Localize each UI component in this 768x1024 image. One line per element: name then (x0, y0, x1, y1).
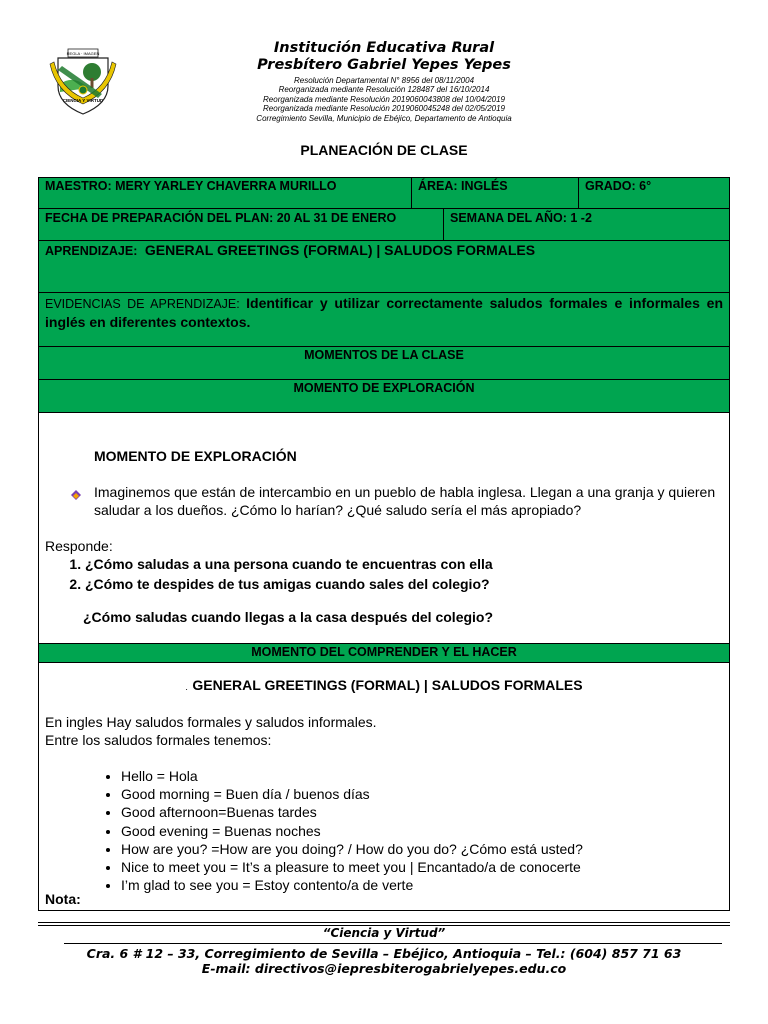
grado-cell: GRADO: 6° (585, 179, 652, 193)
greeting-item: • Good morning = Buen día / buenos días (121, 785, 583, 803)
row-aprendizaje (39, 241, 729, 293)
greeting-item: • How are you? =How are you doing? / How do you do? ¿Cómo está usted? (121, 840, 583, 858)
footer-address: Cra. 6 # 12 – 33, Corregimiento de Sevilla – Ebéjico, Antioquia – Tel.: (604) 857 71 63 (86, 946, 682, 961)
intro-line-1: En ingles Hay saludos formales y saludos informales. (45, 714, 377, 730)
exploracion-title: MOMENTO DE EXPLORACIÓN (94, 448, 297, 464)
aprendizaje-value: GENERAL GREETINGS (FORMAL) | SALUDOS FORMALES (144, 242, 536, 258)
greeting-item: • Nice to meet you = It’s a pleasure to meet you | Encantado/a de conocerte (121, 858, 583, 876)
semana-cell: SEMANA DEL AÑO: 1 -2 (450, 211, 592, 225)
greetings-list (41, 767, 583, 894)
row-dates (39, 209, 729, 241)
question-item: 2. ¿Cómo te despides de tus amigas cuando sales del colegio? (85, 574, 493, 594)
svg-text:CIENCIA Y VIRTUD: CIENCIA Y VIRTUD (62, 98, 104, 103)
responde-label: Responde: (45, 538, 113, 554)
document-title: PLANEACIÓN DE CLASE (300, 142, 468, 158)
extra-question: ¿Cómo saludas cuando llegas a la casa después del colegio? (83, 609, 494, 625)
diamond-bullet-icon (71, 490, 81, 500)
greeting-item: • Good evening = Buenas noches (121, 822, 583, 840)
intro-line-2: Entre los saludos formales tenemos: (45, 732, 272, 748)
evidencias-label: EVIDENCIAS DE APRENDIZAJE (45, 297, 237, 311)
exploracion-section (39, 413, 729, 644)
resolution-line: Resolución Departamental N° 8956 del 08/11/2004 (293, 76, 475, 85)
greeting-item: • I’m glad to see you = Estoy contento/a de verte (121, 876, 583, 894)
class-plan-table (38, 177, 730, 911)
maestro-cell: MAESTRO: MERY YARLEY CHAVERRA MURILLO (39, 178, 412, 208)
location-line: Corregimiento Sevilla, Municipio de Ebéjico, Departamento de Antioquia (256, 113, 512, 123)
greeting-item: • Hello = Hola (121, 767, 583, 785)
footer-divider (64, 943, 722, 944)
row-teacher (39, 178, 729, 209)
institution-name-line2: Presbítero Gabriel Yepes Yepes (257, 57, 511, 73)
fecha-cell: FECHA DE PREPARACIÓN DEL PLAN: 20 AL 31 DE ENERO (39, 209, 444, 240)
aprendizaje-label: APRENDIZAJE: (45, 244, 138, 258)
svg-text:REGLA · IMAGEN: REGLA · IMAGEN (66, 51, 100, 56)
school-logo (44, 44, 122, 118)
questions-list (45, 554, 493, 594)
footer-motto: “Ciencia y Virtud” (322, 926, 446, 940)
resolutions-block (200, 76, 568, 123)
comprender-header: MOMENTO DEL COMPRENDER Y EL HACER (39, 644, 729, 663)
institution-header (200, 40, 568, 123)
resolution-line: Reorganizada mediante Resolución 128487 del 16/10/2014 (278, 85, 490, 95)
comprender-title-row (39, 677, 729, 695)
resolution-line: Reorganizada mediante Resolución 2019060043808 del 10/04/2019 (263, 94, 505, 104)
footer-address-block (0, 946, 768, 976)
title-dot: . (185, 682, 188, 692)
momentos-header: MOMENTOS DE LA CLASE (39, 347, 729, 380)
institution-name-line1: Institución Educativa Rural (273, 40, 495, 56)
resolution-line: Reorganizada mediante Resolución 2019060045248 del 02/05/2019 (263, 104, 505, 114)
comprender-title: GENERAL GREETINGS (FORMAL) | SALUDOS FORMALES (192, 677, 583, 693)
greeting-item: • Good afternoon=Buenas tardes (121, 803, 583, 821)
footer-email: E-mail: directivos@iepresbiterogabrielyepes.edu.co (201, 961, 567, 976)
exploracion-header: MOMENTO DE EXPLORACIÓN (39, 380, 729, 413)
comprender-section (39, 663, 729, 910)
question-item: 1. ¿Cómo saludas a una persona cuando te encuentras con ella (85, 554, 493, 574)
exploracion-bullet-text: Imaginemos que están de intercambio en un pueblo de habla inglesa. Llegan a una granja y quieren saludar a los dueños. ¿Cómo lo harían? ¿Qué saludo sería el más apropiado? (94, 484, 716, 518)
row-evidencias: EVIDENCIAS DE APRENDIZAJE: Identificar y utilizar correctamente saludos formales e informales en inglés en diferentes contextos. (39, 293, 729, 347)
evidencias-value: Identificar y utilizar correctamente saludos formales e informales en inglés en diferentes contextos. (45, 295, 723, 330)
area-cell: ÁREA: INGLÉS (412, 178, 579, 208)
nota-label: Nota: (45, 891, 81, 907)
